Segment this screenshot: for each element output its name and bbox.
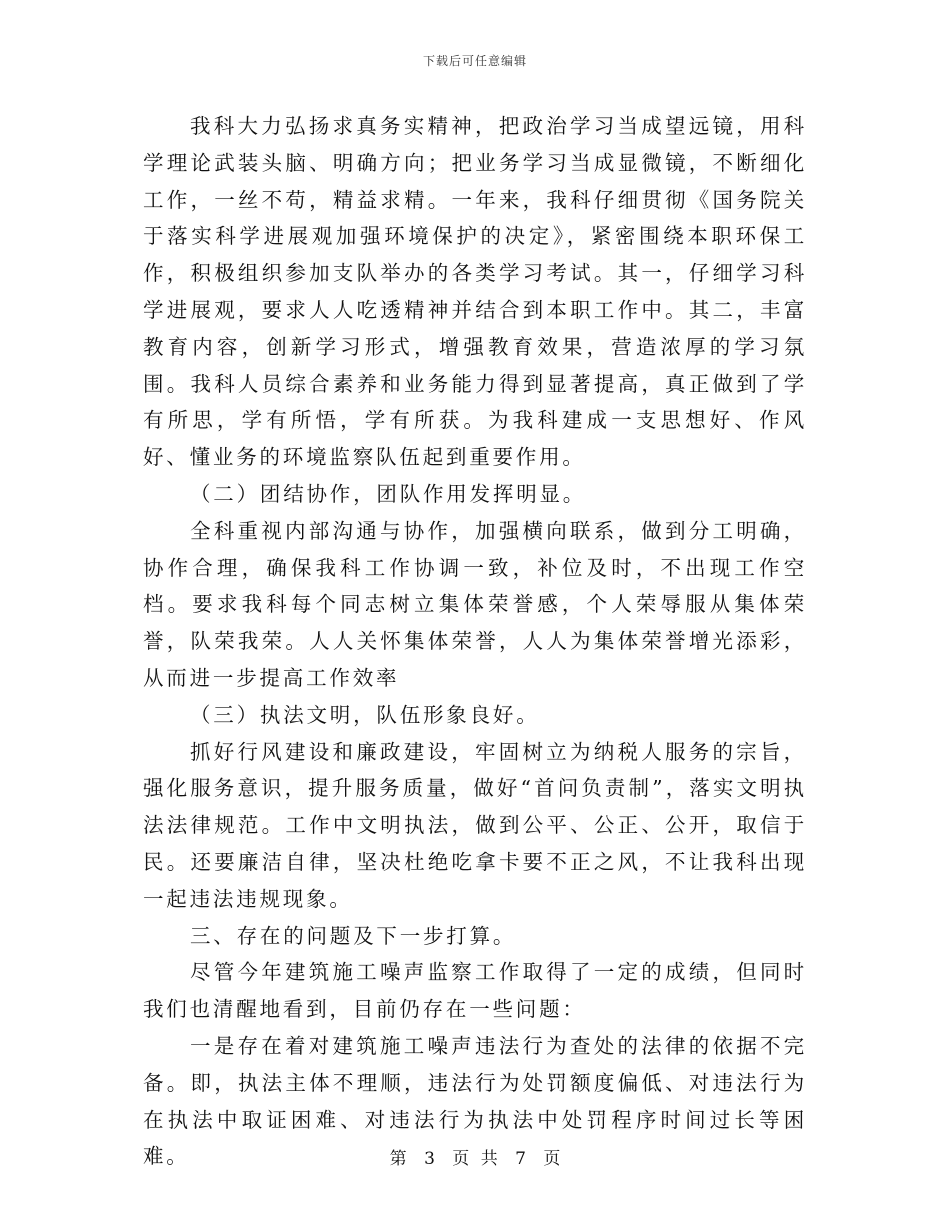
- current-page-number: 3: [424, 1149, 435, 1169]
- footer-suffix: 页: [543, 1149, 561, 1169]
- page-footer: [0, 1144, 950, 1169]
- paragraph-problems-intro: 尽管今年建筑施工噪声监察工作取得了一定的成绩，但同时我们也清醒地看到，目前仍存在一些问题：: [143, 960, 807, 1022]
- footer-middle: 页 共: [452, 1149, 498, 1169]
- paragraph-problem-one: 一是存在着对建筑施工噪声违法行为查处的法律的依据不完备。即，执法主体不理顺，违法行为处罚额度偏低、对违法行为在执法中取证困难、对违法行为执法中处罚程序时间过长等困难。: [143, 1033, 807, 1169]
- section-heading-problems: 三、存在的问题及下一步打算。: [190, 923, 517, 948]
- paragraph-civilized-enforcement: 抓好行风建设和廉政建设，牢固树立为纳税人服务的宗旨，强化服务意识，提升服务质量，做好“首问负责制”，落实文明执法法律规范。工作中文明执法，做到公平、公正、公开，取信于民。还要廉洁自律，坚决杜绝吃拿卡要不正之风，不让我科出现一起违法违规现象。: [143, 739, 807, 911]
- paragraph-teamwork: 全科重视内部沟通与协作，加强横向联系，做到分工明确，协作合理，确保我科工作协调一致，补位及时，不出现工作空档。要求我科每个同志树立集体荣誉感，个人荣辱服从集体荣誉，队荣我荣。人人关怀集体荣誉，人人为集体荣誉增光添彩，从而进一步提高工作效率: [143, 518, 807, 690]
- total-pages-number: 7: [515, 1149, 526, 1169]
- document-body: [143, 108, 807, 1175]
- paragraph-study: 我科大力弘扬求真务实精神，把政治学习当成望远镜，用科学理论武装头脑、明确方向；把业务学习当成显微镜，不断细化工作，一丝不苟，精益求精。一年来，我科仔细贯彻《国务院关于落实科学进展观加强环境保护的决定》，紧密围绕本职环保工作，积极组织参加支队举办的各类学习考试。其一，仔细学习科学进展观，要求人人吃透精神并结合到本职工作中。其二，丰富教育内容，创新学习形式，增强教育效果，营造浓厚的学习氛围。我科人员综合素养和业务能力得到显著提高，真正做到了学有所思，学有所悟，学有所获。为我科建成一支思想好、作风好、懂业务的环境监察队伍起到重要作用。: [143, 114, 807, 470]
- page-header: 下载后可任意编辑: [422, 54, 527, 68]
- section-heading-teamwork: （二）团结协作，团队作用发挥明显。: [190, 481, 587, 506]
- footer-prefix: 第: [389, 1149, 407, 1169]
- section-heading-civilized-enforcement: （三）执法文明，队伍形象良好。: [190, 702, 540, 727]
